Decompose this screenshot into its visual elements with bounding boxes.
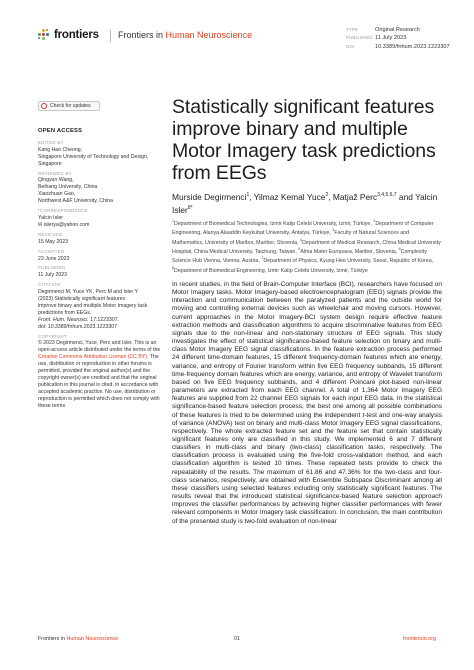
reviewed-by: Qingyun Wang, Beihang University, China Xiaozhuan Gao, Northwest A&F University, China	[38, 177, 113, 205]
copyright-text: © 2023 Degirmenci, Yuce, Perc and Isler. This is an open-access article distributed under the terms of the Creative Commons Attribution License (CC BY). The use, distribution or reproduction in other forums is permitted, provided the original author(s) and the copyright owner(s) are credited and that the original publication in this journal is cited, in accordance with accepted academic practice. No use, distribution or reproduction is permitted which does not comply with these terms.	[38, 340, 161, 409]
citation: Degirmenci M, Yuce YK, Perc M and Isler Y (2023) Statistically significant features improve binary and multiple Motor Imagery task predictions from EEGs. Front. Hum. Neurosci. 17:1223307. doi: 10.3389/fnhum.2023.1223307	[38, 289, 166, 330]
footer-site-link[interactable]: frontiersin.org	[403, 636, 436, 642]
affiliations: $^1$Department of Biomedical Technologies, Izmir Katip Celebi University, Izmir, Türkiye, $^2$Department of Computer Engineering, Alanya Alaaddin Keykubat University, Antalya, Türkiye, $^3$Faculty of Natural Sciences and Mathematics, University of Maribor, Maribor, Slovenia, $^4$Department of Medical Research, China Medical University Hospital, China Medical University, Taichung, Taiwan, $^5$Alma Mater Europaea, Maribor, Slovenia, $^6$Complexity Science Hub Vienna, Vienna, Austria, $^7$Department of Physics, Kyung Hee University, Seoul, Republic of Korea, $^8$Department of Biomedical Engineering, Izmir Katip Celebi University, Izmir, Türkiye	[172, 219, 441, 274]
received-date: 15 May 2023	[38, 238, 68, 245]
check-for-updates-button[interactable]: Check for updates	[38, 101, 100, 111]
sidebar: OPEN ACCESS EDITED BY Kang Hao Cheong, Singapore University of Technology and Design, Singapore REVIEWED BY Qingyun Wang, Beihang University, China Xiaozhuan Gao, Northwest A&F University, China *CORRESPONDENCE Yalcin Isler ✉ islerya@yahoo.com RECEIVED 15 May 2023 ACCEPTED 23 June 2023 PUBLISHED 11 July 2023 CITATION Degirmenci M, Yuce YK, Perc M and Isler Y (2023) Statistically significant features improve binary and multiple Motor Imagery task predictions from EEGs. Front. Hum. Neurosci. 17:1223307. doi: 10.3389/fnhum.2023.1223307 COPYRIGHT © 2023 Degirmenci, Yuce, Perc and Isler. This is an open-access article distributed under the terms of the Creative Commons Attribution License (CC BY). The use, distribution or reproduction in other forums is permitted, provided the original author(s) and the copyright owner(s) are credited and that the original publication in this journal is cited, in accordance with accepted academic practice. No use, distribution or reproduction is permitted which does not comply with these terms.	[38, 128, 166, 410]
author-list: Murside Degirmenci$^1$, Yilmaz Kemal Yuce$^2$, Matjaž Perc$^{3,4,5,6,7}$ and Yalcin Isler$^{8*}$	[172, 191, 438, 216]
published-date: 11 July 2023	[375, 35, 407, 42]
article-meta: TYPE Original Research PUBLISHED 11 July 2023 DOI 10.3389/fnhum.2023.1223307	[346, 27, 450, 50]
frontiers-logo[interactable]	[38, 28, 99, 42]
correspondence-email[interactable]: ✉ islerya@yahoo.com	[38, 221, 90, 228]
frontiers-logo-icon	[38, 29, 50, 41]
edited-by: Kang Hao Cheong, Singapore University of Technology and Design, Singapore	[38, 146, 149, 167]
article-type: Original Research	[375, 27, 420, 33]
journal-name[interactable]: Frontiers in Human Neuroscience	[118, 30, 253, 40]
cc-by-license-link[interactable]: Creative Commons Attribution License (CC BY).	[38, 354, 149, 361]
page-number: 01	[234, 636, 240, 642]
published-date-sidebar: 11 July 2023	[38, 272, 68, 279]
citation-doi[interactable]: doi: 10.3389/fnhum.2023.1223307	[38, 323, 118, 330]
author[interactable]: Yalcin Isler$^{8*}$	[172, 191, 438, 216]
brand-name: frontiers	[54, 29, 99, 41]
article-title: Statistically significant features improve binary and multiple Motor Imagery task predictions from EEGs	[172, 96, 436, 184]
check-updates-icon	[41, 103, 47, 109]
author[interactable]: Yilmaz Kemal Yuce$^2$	[253, 191, 329, 202]
doi-link[interactable]: 10.3389/fnhum.2023.1223307	[375, 43, 450, 50]
footer-journal[interactable]: Frontiers in Human Neuroscience	[38, 636, 119, 642]
author[interactable]: Murside Degirmenci$^1$	[172, 191, 250, 202]
author[interactable]: Matjaž Perc$^{3,4,5,6,7}$	[332, 191, 397, 202]
correspondence: Yalcin Isler ✉ islerya@yahoo.com	[38, 215, 166, 229]
accepted-date: 23 June 2023	[38, 255, 70, 262]
header-divider	[110, 30, 111, 42]
abstract: In recent studies, in the field of Brain-Computer Interface (BCI), researchers have focused on Motor Imagery tasks. Motor Imagery-based electroencephalogram (EEG) signals provide the interaction and communication between the paralyzed patients and the outside world for moving and controlling external devices such as wheelchair and moving cursors. However, current approaches in the Motor Imagery-BCI system design require effective feature extraction methods and classification algorithms to acquire discriminative features from EEG signals due to the non-linear and non-stationary structure of EEG signals. This study investigates the effect of statistical significance-based feature selection on binary and multi-class Motor Imagery EEG signal classifications. In the feature extraction process performed 24 different time-domain features, 15 different frequency-domain features which are energy, variance, and entropy of Fourier transform within five EEG frequency subbands, 15 different time-frequency domain features which are energy, variance, and entropy of Wavelet transform based on five EEG frequency subbands, and 4 different Poincaré plot-based non-linear parameters are extracted from each EEG channel. A total of 1,364 Motor Imagery EEG features are supplied from 22 channel EEG signals for each input EEG data. In the statistical significance-based feature selection process, the best one among all possible combinations of these features is tried to be determined using the independent t-test and one-way analysis of variance (ANOVA) test on binary and multi-class Motor Imagery EEG signal classifications, respectively. The whole extracted feature set and the feature set that contain statistically significant features only are classified in this study. We implemented 6 and 7 different classifiers in multi-class and binary (two-class) classification tasks, respectively. The classification process is evaluated using the five-fold cross-validation method, and each classification algorithm is tested 10 times. These repeated tests provide to check the repeatability of the results. The maximum of 61.86 and 47.36% for the two-class and four-class scenarios, respectively, are obtained with Ensemble Subspace Discriminant among all these classifiers using selected features including only statistically significant features. The results reveal that the introduced statistical significance-based feature selection approach improves the classifier performances by achieving higher classifier performances with fewer relevant components in Motor Imagery task classification. In conclusion, the main contribution of the presented study is two-fold evaluation of non-linear	[172, 281, 442, 525]
open-access-label: OPEN ACCESS	[38, 128, 83, 134]
